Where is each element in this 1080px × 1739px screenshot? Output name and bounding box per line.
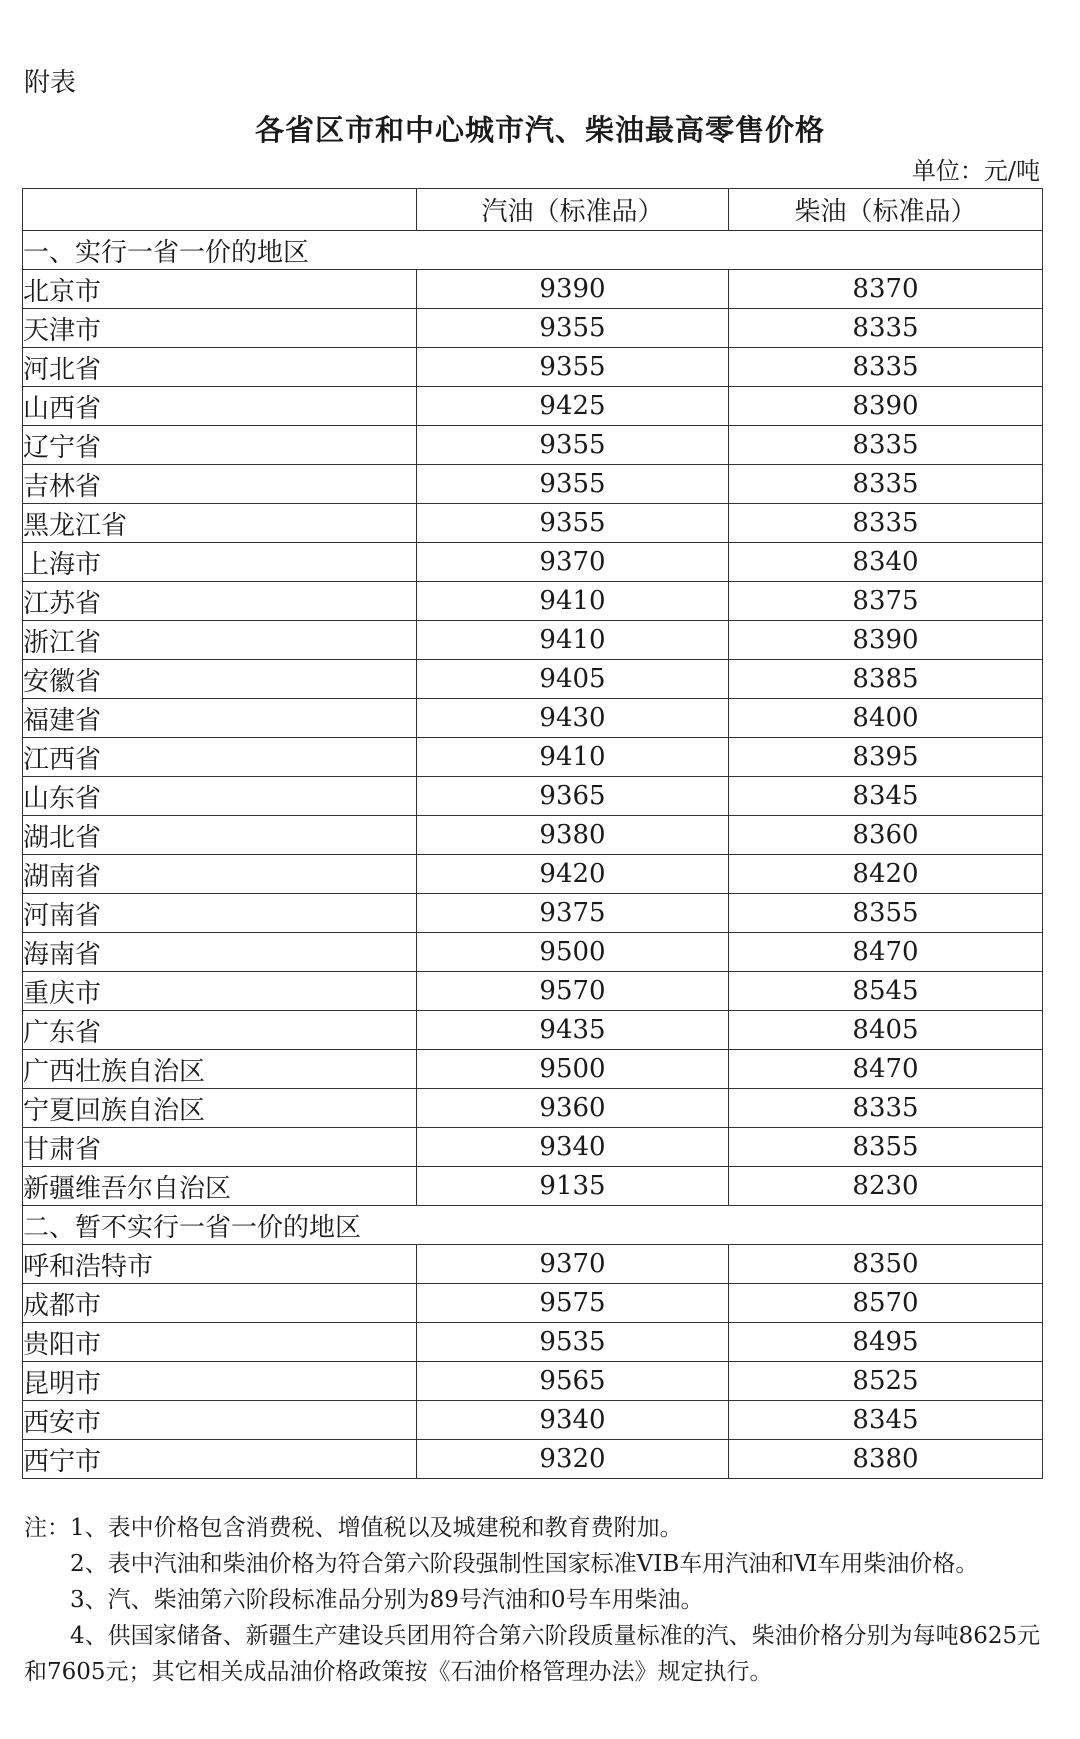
section-empty-cell	[729, 1206, 1043, 1245]
table-row	[23, 504, 1043, 543]
gasoline-price-cell: 9500	[417, 1050, 729, 1089]
gasoline-price-cell: 9355	[417, 426, 729, 465]
table-row	[23, 309, 1043, 348]
region-cell: 重庆市	[23, 972, 417, 1011]
diesel-price-cell: 8420	[729, 855, 1043, 894]
document-title: 各省区市和中心城市汽、柴油最高零售价格	[254, 113, 825, 147]
table-row	[23, 894, 1043, 933]
table-row	[23, 582, 1043, 621]
diesel-price-cell: 8350	[729, 1245, 1043, 1284]
table-row	[23, 738, 1043, 777]
table-row	[23, 1401, 1043, 1440]
diesel-price-cell: 8335	[729, 309, 1043, 348]
gasoline-price-cell: 9340	[417, 1401, 729, 1440]
region-cell: 黑龙江省	[23, 504, 417, 543]
note-2: 2、表中汽油和柴油价格为符合第六阶段强制性国家标准VIB车用汽油和Ⅵ车用柴油价格。	[70, 1551, 979, 1577]
price-table-body	[23, 231, 1043, 1479]
region-cell: 湖南省	[23, 855, 417, 894]
table-row	[23, 933, 1043, 972]
section-empty-cell	[417, 1206, 729, 1245]
region-cell: 湖北省	[23, 816, 417, 855]
table-row	[23, 816, 1043, 855]
table-row	[23, 387, 1043, 426]
region-cell: 宁夏回族自治区	[23, 1089, 417, 1128]
table-row	[23, 465, 1043, 504]
gasoline-price-cell: 9365	[417, 777, 729, 816]
diesel-price-cell: 8345	[729, 777, 1043, 816]
note-4: 4、供国家储备、新疆生产建设兵团用符合第六阶段质量标准的汽、柴油价格分别为每吨8625元和7605元；其它相关成品油价格政策按《石油价格管理办法》规定执行。	[24, 1623, 1041, 1685]
diesel-price-cell: 8390	[729, 387, 1043, 426]
gasoline-price-cell: 9380	[417, 816, 729, 855]
region-cell: 广西壮族自治区	[23, 1050, 417, 1089]
diesel-price-cell: 8335	[729, 504, 1043, 543]
note-1: 注：1、表中价格包含消费税、增值税以及城建税和教育费附加。	[24, 1515, 683, 1541]
table-row	[23, 348, 1043, 387]
diesel-price-cell: 8470	[729, 1050, 1043, 1089]
section-row	[23, 1206, 1043, 1245]
table-header-row	[23, 189, 1043, 231]
region-cell: 西安市	[23, 1401, 417, 1440]
region-cell: 成都市	[23, 1284, 417, 1323]
gasoline-price-cell: 9405	[417, 660, 729, 699]
diesel-price-cell: 8355	[729, 1128, 1043, 1167]
diesel-price-cell: 8545	[729, 972, 1043, 1011]
table-row	[23, 1011, 1043, 1050]
section-empty-cell	[417, 231, 729, 270]
section-row	[23, 231, 1043, 270]
gasoline-price-cell: 9390	[417, 270, 729, 309]
diesel-price-cell: 8385	[729, 660, 1043, 699]
gasoline-price-cell: 9340	[417, 1128, 729, 1167]
diesel-price-cell: 8495	[729, 1323, 1043, 1362]
gasoline-price-cell: 9535	[417, 1323, 729, 1362]
diesel-price-cell: 8570	[729, 1284, 1043, 1323]
region-cell: 海南省	[23, 933, 417, 972]
diesel-price-cell: 8335	[729, 465, 1043, 504]
diesel-price-cell: 8380	[729, 1440, 1043, 1479]
gasoline-price-cell: 9375	[417, 894, 729, 933]
diesel-price-cell: 8395	[729, 738, 1043, 777]
region-cell: 浙江省	[23, 621, 417, 660]
table-row	[23, 1245, 1043, 1284]
table-row	[23, 660, 1043, 699]
gasoline-price-cell: 9355	[417, 309, 729, 348]
diesel-price-cell: 8525	[729, 1362, 1043, 1401]
attachment-label: 附表	[24, 68, 77, 98]
region-cell: 天津市	[23, 309, 417, 348]
gasoline-price-cell: 9355	[417, 504, 729, 543]
region-cell: 河北省	[23, 348, 417, 387]
gasoline-price-cell: 9435	[417, 1011, 729, 1050]
diesel-price-cell: 8230	[729, 1167, 1043, 1206]
diesel-price-cell: 8405	[729, 1011, 1043, 1050]
table-row	[23, 270, 1043, 309]
table-row	[23, 1284, 1043, 1323]
gasoline-price-cell: 9410	[417, 621, 729, 660]
table-row	[23, 855, 1043, 894]
diesel-price-cell: 8335	[729, 426, 1043, 465]
region-cell: 辽宁省	[23, 426, 417, 465]
table-row	[23, 621, 1043, 660]
diesel-price-cell: 8340	[729, 543, 1043, 582]
note-3: 3、汽、柴油第六阶段标准品分别为89号汽油和0号车用柴油。	[70, 1587, 704, 1613]
region-cell: 安徽省	[23, 660, 417, 699]
table-row	[23, 1323, 1043, 1362]
gasoline-price-cell: 9565	[417, 1362, 729, 1401]
diesel-price-cell: 8355	[729, 894, 1043, 933]
table-row	[23, 699, 1043, 738]
gasoline-price-cell: 9420	[417, 855, 729, 894]
region-cell: 新疆维吾尔自治区	[23, 1167, 417, 1206]
diesel-price-cell: 8375	[729, 582, 1043, 621]
diesel-price-cell: 8390	[729, 621, 1043, 660]
region-cell: 广东省	[23, 1011, 417, 1050]
table-row	[23, 777, 1043, 816]
unit-label: 单位：元/吨	[911, 157, 1040, 185]
diesel-price-cell: 8360	[729, 816, 1043, 855]
region-cell: 吉林省	[23, 465, 417, 504]
region-cell: 福建省	[23, 699, 417, 738]
gasoline-price-cell: 9425	[417, 387, 729, 426]
region-cell: 山东省	[23, 777, 417, 816]
region-cell: 北京市	[23, 270, 417, 309]
gasoline-price-cell: 9320	[417, 1440, 729, 1479]
section-empty-cell	[729, 231, 1043, 270]
table-row	[23, 426, 1043, 465]
table-row	[23, 543, 1043, 582]
table-row	[23, 1167, 1043, 1206]
gasoline-price-cell: 9410	[417, 582, 729, 621]
section-label: 一、实行一省一价的地区	[23, 231, 417, 270]
table-row	[23, 1050, 1043, 1089]
diesel-price-cell: 8400	[729, 699, 1043, 738]
table-row	[23, 1128, 1043, 1167]
region-cell: 上海市	[23, 543, 417, 582]
gasoline-price-cell: 9360	[417, 1089, 729, 1128]
diesel-price-cell: 8370	[729, 270, 1043, 309]
table-row	[23, 1440, 1043, 1479]
header-gasoline: 汽油（标准品）	[417, 189, 729, 231]
gasoline-price-cell: 9500	[417, 933, 729, 972]
region-cell: 山西省	[23, 387, 417, 426]
gasoline-price-cell: 9370	[417, 543, 729, 582]
gasoline-price-cell: 9370	[417, 1245, 729, 1284]
diesel-price-cell: 8335	[729, 1089, 1043, 1128]
region-cell: 昆明市	[23, 1362, 417, 1401]
gasoline-price-cell: 9410	[417, 738, 729, 777]
region-cell: 呼和浩特市	[23, 1245, 417, 1284]
notes	[24, 1510, 1042, 1690]
gasoline-price-cell: 9135	[417, 1167, 729, 1206]
region-cell: 甘肃省	[23, 1128, 417, 1167]
region-cell: 江苏省	[23, 582, 417, 621]
table-row	[23, 1362, 1043, 1401]
gasoline-price-cell: 9355	[417, 348, 729, 387]
header-diesel: 柴油（标准品）	[729, 189, 1043, 231]
gasoline-price-cell: 9355	[417, 465, 729, 504]
price-table	[22, 188, 1043, 1479]
diesel-price-cell: 8345	[729, 1401, 1043, 1440]
diesel-price-cell: 8470	[729, 933, 1043, 972]
gasoline-price-cell: 9430	[417, 699, 729, 738]
region-cell: 贵阳市	[23, 1323, 417, 1362]
header-region	[23, 189, 417, 231]
table-row	[23, 1089, 1043, 1128]
region-cell: 西宁市	[23, 1440, 417, 1479]
diesel-price-cell: 8335	[729, 348, 1043, 387]
section-label: 二、暂不实行一省一价的地区	[23, 1206, 417, 1245]
region-cell: 江西省	[23, 738, 417, 777]
table-row	[23, 972, 1043, 1011]
gasoline-price-cell: 9575	[417, 1284, 729, 1323]
region-cell: 河南省	[23, 894, 417, 933]
gasoline-price-cell: 9570	[417, 972, 729, 1011]
